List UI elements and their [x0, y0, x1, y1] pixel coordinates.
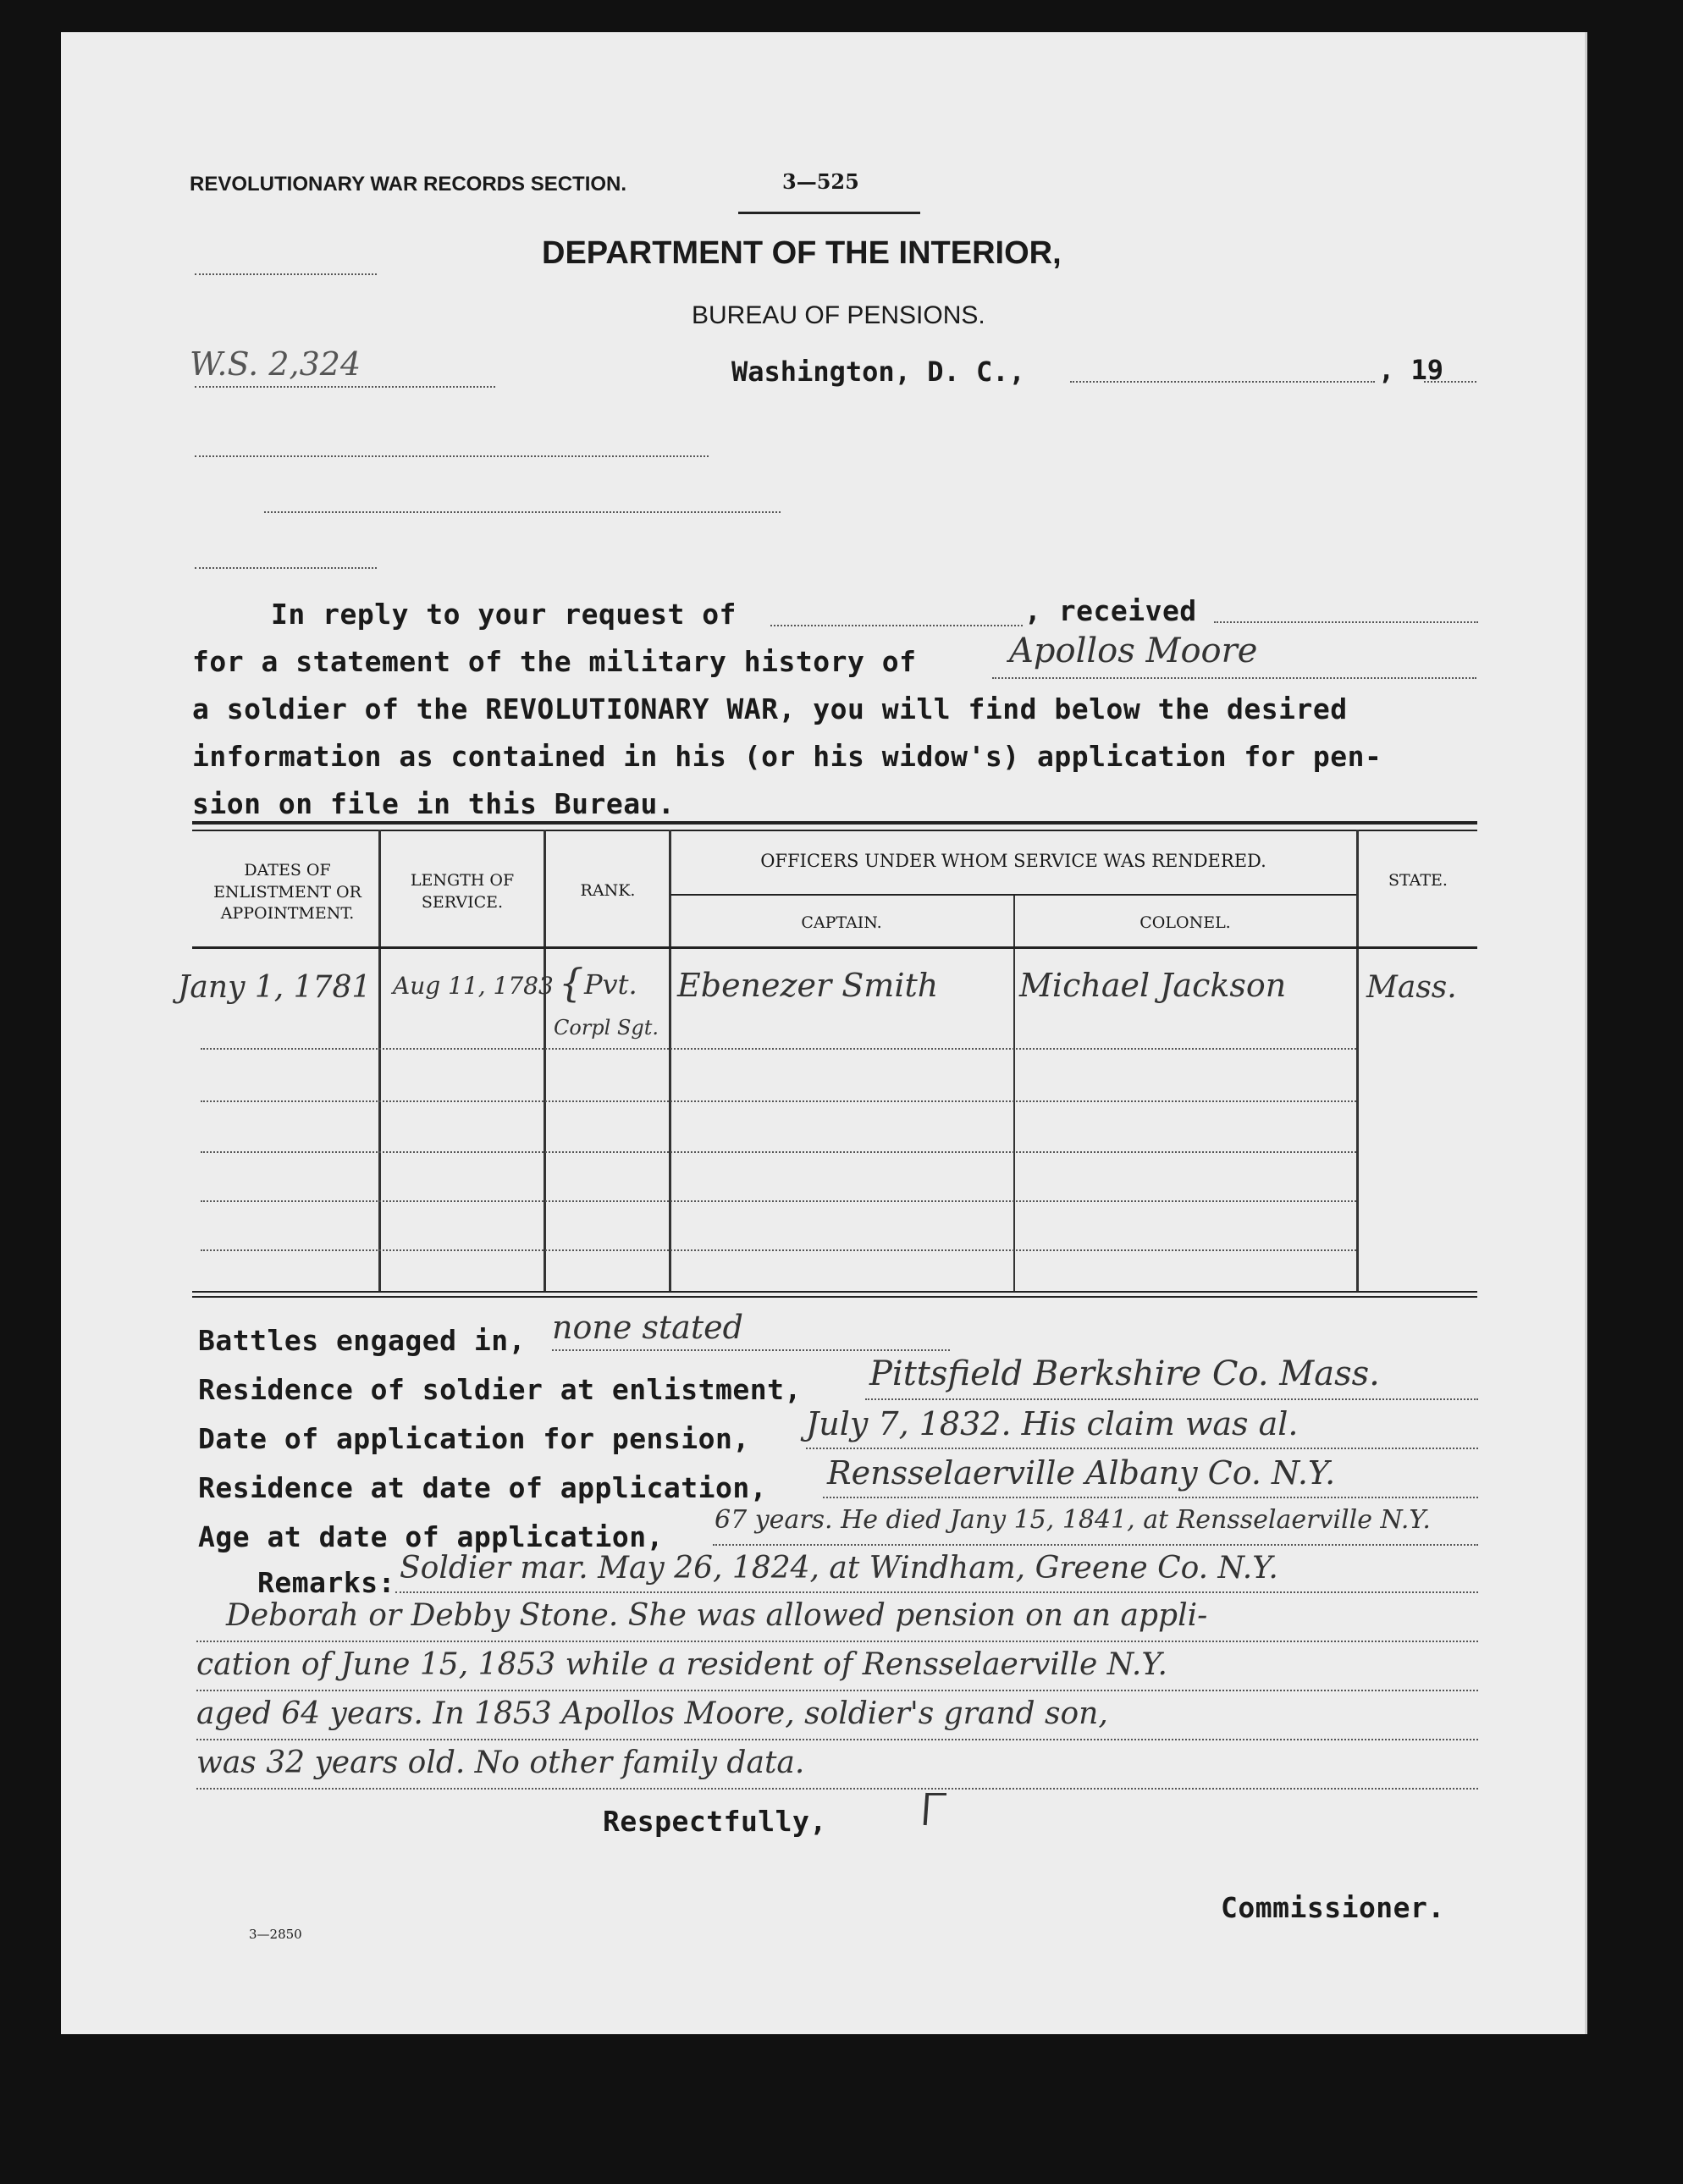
department-title: DEPARTMENT OF THE INTERIOR,: [542, 235, 1062, 271]
table-divider: [1013, 896, 1015, 1291]
application-date-line: [806, 1448, 1478, 1449]
table-bottom-rule: [192, 1291, 1477, 1293]
address-line-3: [195, 567, 377, 569]
residence-application-value: Rensselaerville Albany Co. N.Y.: [827, 1454, 1336, 1492]
letter-line-1b: , received: [1024, 594, 1197, 627]
residence-enlistment-label: Residence of soldier at enlistment,: [198, 1373, 802, 1406]
address-line-1: [195, 455, 709, 457]
place-label: Washington, D. C.,: [731, 356, 1025, 388]
signature-mark: [924, 1793, 930, 1825]
remarks-line-2: Deborah or Debby Stone. She was allowed pension on an appli-: [226, 1598, 1208, 1633]
year-prefix: , 19: [1378, 354, 1444, 386]
address-line-2: [264, 511, 781, 513]
file-number-line: [195, 386, 495, 388]
remarks-rule-1: [395, 1591, 1478, 1593]
age-label: Age at date of application,: [198, 1520, 664, 1553]
file-number-handwritten: W.S. 2,324: [190, 345, 361, 383]
letter-line-4: information as contained in his (or his widow's) application for pen-: [192, 740, 1382, 773]
officers-header-rule: [670, 894, 1356, 896]
table-row-line: [201, 1249, 1356, 1251]
rank-brace: {: [559, 960, 584, 1006]
residence-enlistment-value: Pittsfield Berkshire Co. Mass.: [869, 1354, 1380, 1393]
cell-rank-1: Pvt.: [584, 968, 637, 1001]
remarks-line-3: cation of June 15, 1853 while a resident of Rensselaerville N.Y.: [196, 1647, 1167, 1682]
year-blank: [1424, 381, 1476, 383]
request-date-blank: [770, 625, 1023, 626]
table-divider: [544, 830, 546, 1291]
letter-line-5: sion on file in this Bureau.: [192, 787, 676, 820]
residence-application-line: [823, 1497, 1478, 1498]
date-blank: [1070, 381, 1375, 383]
bureau-title: BUREAU OF PENSIONS.: [692, 301, 985, 329]
cell-enlistment-date: Jany 1, 1781: [178, 970, 372, 1005]
cell-colonel: Michael Jackson: [1019, 967, 1287, 1004]
received-date-blank: [1214, 621, 1478, 623]
table-bottom-rule-2: [192, 1296, 1477, 1298]
table-row-line: [201, 1151, 1356, 1153]
letter-line-1a: In reply to your request of: [271, 598, 737, 631]
battles-label: Battles engaged in,: [198, 1324, 526, 1357]
header-officers: OFFICERS UNDER WHOM SERVICE WAS RENDERED.: [760, 851, 1266, 871]
remarks-rule-3: [196, 1690, 1478, 1691]
age-line: [713, 1544, 1478, 1546]
soldier-name-handwritten: Apollos Moore: [1009, 631, 1258, 670]
age-value: 67 years. He died Jany 15, 1841, at Rensselaerville N.Y.: [715, 1505, 1431, 1535]
application-date-value: July 7, 1832. His claim was al.: [806, 1405, 1299, 1442]
soldier-name-line: [992, 677, 1476, 679]
cell-rank-2: Corpl Sgt.: [554, 1016, 659, 1040]
letter-line-2: for a statement of the military history of: [192, 645, 917, 678]
form-number-underline: [738, 212, 920, 214]
cell-length: Aug 11, 1783: [393, 972, 554, 1000]
signature-mark-tick: [926, 1793, 946, 1795]
header-captain: CAPTAIN.: [801, 913, 882, 932]
battles-line: [552, 1349, 950, 1351]
table-divider: [669, 830, 671, 1291]
cell-state: Mass.: [1366, 970, 1457, 1005]
remarks-line-1: Soldier mar. May 26, 1824, at Windham, Greene Co. N.Y.: [400, 1551, 1278, 1586]
form-number: 3—525: [782, 169, 859, 194]
remarks-label: Remarks:: [257, 1566, 395, 1599]
print-code: 3—2850: [249, 1927, 302, 1942]
respectfully: Respectfully,: [603, 1805, 827, 1838]
remarks-rule-5: [196, 1788, 1478, 1790]
remarks-rule-2: [196, 1641, 1478, 1642]
remarks-line-5: was 32 years old. No other family data.: [196, 1746, 805, 1780]
header-length: LENGTH OF SERVICE.: [410, 871, 515, 912]
blank-line: [195, 273, 377, 275]
header-rank: RANK.: [580, 881, 636, 900]
table-row-line: [201, 1200, 1356, 1202]
header-dates: DATES OF ENLISTMENT OR APPOINTMENT.: [213, 861, 361, 924]
remarks-rule-4: [196, 1739, 1478, 1740]
table-top-rule: [192, 821, 1477, 825]
letter-line-3: a soldier of the REVOLUTIONARY WAR, you will find below the desired: [192, 692, 1348, 725]
header-colonel: COLONEL.: [1139, 913, 1231, 932]
commissioner-title: Commissioner.: [1221, 1891, 1445, 1924]
header-state: STATE.: [1388, 871, 1448, 890]
table-row-line: [201, 1100, 1356, 1102]
residence-enlistment-line: [865, 1398, 1478, 1400]
table-divider: [1356, 830, 1359, 1291]
table-divider: [378, 830, 381, 1291]
table-header-bottom: [192, 946, 1477, 949]
remarks-line-4: aged 64 years. In 1853 Apollos Moore, soldier's grand son,: [196, 1696, 1108, 1731]
table-row-line: [201, 1048, 1356, 1050]
document-page: [61, 32, 1587, 2034]
table-top-rule-2: [192, 830, 1477, 831]
battles-value: none stated: [552, 1309, 743, 1346]
residence-application-label: Residence at date of application,: [198, 1471, 768, 1504]
cell-captain: Ebenezer Smith: [677, 967, 939, 1004]
application-date-label: Date of application for pension,: [198, 1422, 750, 1455]
records-section-title: REVOLUTIONARY WAR RECORDS SECTION.: [190, 173, 627, 196]
